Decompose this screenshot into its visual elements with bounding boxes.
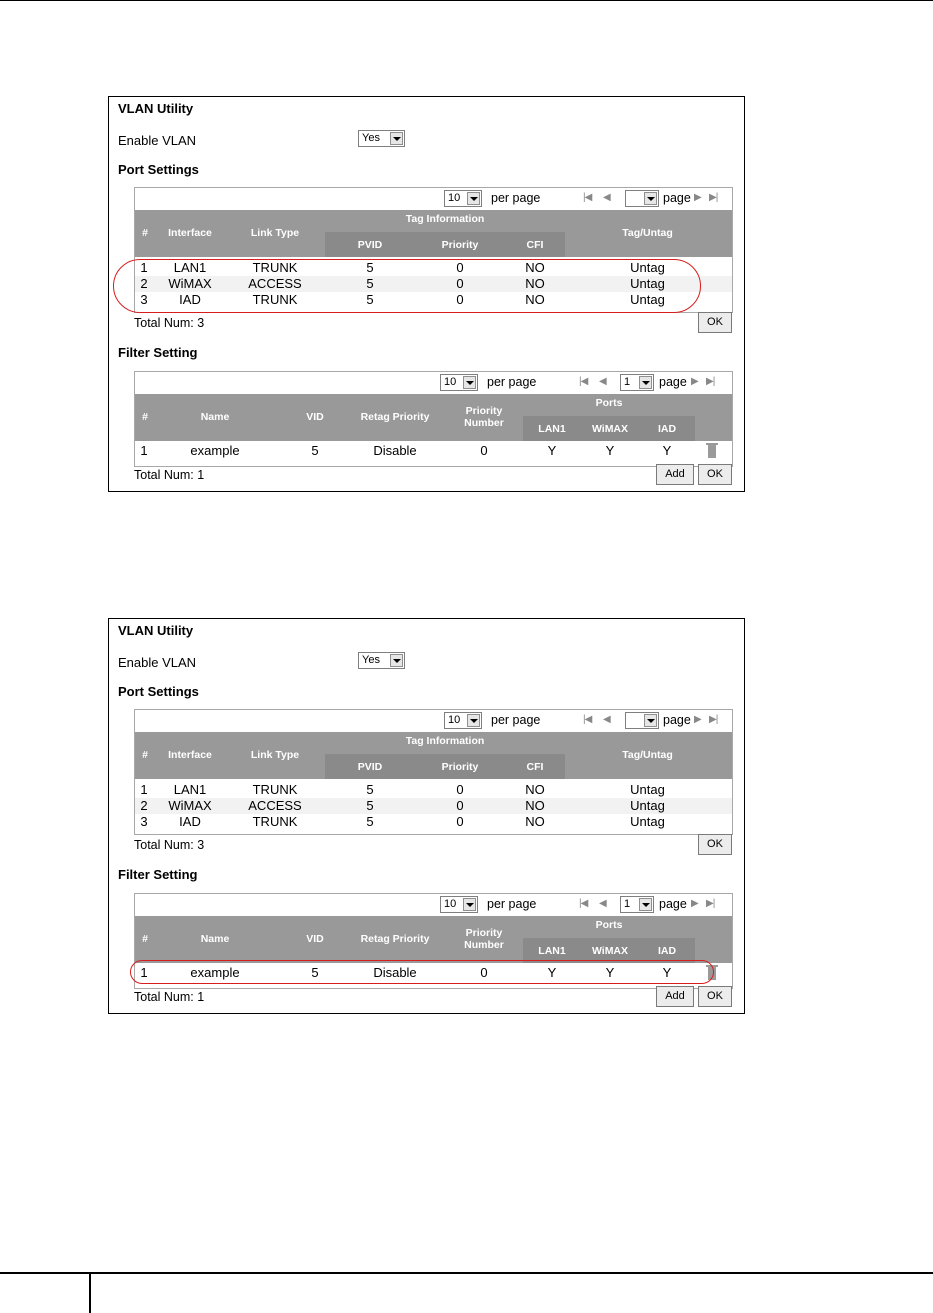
table-row [135,782,732,798]
cell-pvid: 5 [366,798,374,813]
dropdown-arrow-icon [463,898,476,911]
cell-interface: WiMAX [168,798,212,813]
next-page-icon[interactable]: ▶ [694,714,701,725]
cell-link-type: TRUNK [252,292,298,307]
col-interface: Interface [168,749,212,761]
col-name: Name [200,933,230,945]
page-label: page [659,375,687,389]
per-page-value: 10 [448,714,461,726]
cell-num: 1 [140,965,148,980]
cell-cfi: NO [525,276,545,291]
cell-tag: Untag [630,798,665,813]
port-table-header [135,732,732,779]
per-page-value: 10 [444,898,457,910]
cell-priority: 0 [456,276,464,291]
filter-setting-title: Filter Setting [118,345,198,360]
col-retag-priority: Retag Priority [360,933,430,945]
ok-button[interactable]: OK [698,834,732,855]
cell-prio: 0 [480,443,488,458]
cell-iad: Y [662,965,672,980]
first-page-icon[interactable]: |◀ [579,898,588,909]
filter-page-select[interactable] [620,896,654,913]
dropdown-arrow-icon [467,192,480,205]
cell-prio: 0 [480,965,488,980]
cell-interface: IAD [179,292,201,307]
cell-num: 3 [140,814,148,829]
first-page-icon[interactable]: |◀ [583,192,592,203]
col-num: # [142,749,148,761]
col-link-type: Link Type [250,749,300,761]
cell-vid: 5 [311,443,319,458]
cell-tag: Untag [630,782,665,797]
prev-page-icon[interactable]: ◀ [599,376,606,387]
filter-pager [135,894,732,916]
filter-pager [135,372,732,394]
cell-pvid: 5 [366,260,374,275]
cell-cfi: NO [525,814,545,829]
ok-button[interactable]: OK [698,986,732,1007]
cell-interface: LAN1 [173,260,207,275]
cell-lan1: Y [547,443,557,458]
page-label: page [659,897,687,911]
col-tag-untag: Tag/Untag [622,227,673,239]
last-page-icon[interactable]: ▶| [709,192,718,203]
col-cfi: CFI [526,239,544,251]
dropdown-arrow-icon [644,714,657,727]
cell-priority: 0 [456,292,464,307]
cell-num: 1 [140,443,148,458]
cell-wimax: Y [605,965,615,980]
enable-vlan-label: Enable VLAN [118,133,197,148]
cell-tag: Untag [630,292,665,307]
cell-pvid: 5 [366,276,374,291]
prev-page-icon[interactable]: ◀ [603,714,610,725]
dropdown-arrow-icon [639,898,652,911]
last-page-icon[interactable]: ▶| [709,714,718,725]
port-page-select[interactable] [625,712,659,729]
col-pvid: PVID [357,239,383,251]
cell-pvid: 5 [366,782,374,797]
total-num-label: Total Num: 1 [134,990,205,1004]
enable-vlan-label: Enable VLAN [118,655,197,670]
total-num-label: Total Num: 3 [134,838,205,852]
col-pvid: PVID [357,761,383,773]
first-page-icon[interactable]: |◀ [583,714,592,725]
next-page-icon[interactable]: ▶ [694,192,701,203]
first-page-icon[interactable]: |◀ [579,376,588,387]
per-page-value: 10 [444,376,457,388]
table-row [135,798,732,814]
port-pager [135,188,732,210]
filter-setting-table [134,371,733,467]
port-per-page-select[interactable] [444,190,482,207]
total-num-label: Total Num: 1 [134,468,205,482]
cell-priority: 0 [456,782,464,797]
filter-table-header [135,916,732,963]
col-interface: Interface [168,227,212,239]
col-ports: Ports [595,397,623,409]
cell-link-type: TRUNK [252,814,298,829]
col-tag-information: Tag Information [405,213,485,225]
cell-tag: Untag [630,276,665,291]
cell-cfi: NO [525,292,545,307]
next-page-icon[interactable]: ▶ [691,898,698,909]
page-label: page [663,191,691,205]
vlan-utility-screenshot-1 [108,96,745,492]
per-page-label: per page [487,375,537,389]
per-page-label: per page [491,713,541,727]
col-iad: IAD [657,423,677,435]
cell-pvid: 5 [366,814,374,829]
cell-priority: 0 [456,260,464,275]
cell-iad: Y [662,443,672,458]
add-button[interactable]: Add [656,986,694,1007]
dropdown-arrow-icon [463,376,476,389]
cell-retag: Disable [373,443,417,458]
col-priority: Priority [441,761,479,773]
filter-per-page-select[interactable] [440,896,478,913]
enable-vlan-value: Yes [362,654,380,666]
table-row [135,814,732,830]
cell-interface: WiMAX [168,276,212,291]
dropdown-arrow-icon [639,376,652,389]
col-num: # [142,411,148,423]
cell-wimax: Y [605,443,615,458]
prev-page-icon[interactable]: ◀ [603,192,610,203]
section-title: VLAN Utility [118,623,194,638]
col-link-type: Link Type [250,227,300,239]
last-page-icon[interactable]: ▶| [706,898,715,909]
port-per-page-select[interactable] [444,712,482,729]
cell-priority: 0 [456,814,464,829]
cell-num: 2 [140,276,148,291]
cell-link-type: ACCESS [248,276,302,291]
ok-button[interactable]: OK [698,464,732,485]
cell-priority: 0 [456,798,464,813]
filter-setting-title: Filter Setting [118,867,198,882]
col-tag-information: Tag Information [405,735,485,747]
cell-pvid: 5 [366,292,374,307]
col-name: Name [200,411,230,423]
cell-tag: Untag [630,814,665,829]
col-lan1: LAN1 [538,945,566,957]
col-num: # [142,227,148,239]
cell-link-type: TRUNK [252,260,298,275]
port-pager [135,710,732,732]
cell-name: example [190,443,240,458]
cell-tag: Untag [630,260,665,275]
cell-cfi: NO [525,260,545,275]
page-value: 1 [624,376,631,388]
per-page-label: per page [491,191,541,205]
trash-icon[interactable] [708,445,716,458]
cell-num: 1 [140,782,148,797]
port-settings-title: Port Settings [118,684,199,699]
cell-cfi: NO [525,782,545,797]
enable-vlan-value: Yes [362,132,380,144]
col-lan1: LAN1 [538,423,566,435]
page-number-box [0,1272,91,1313]
cell-retag: Disable [373,965,417,980]
total-num-label: Total Num: 3 [134,316,205,330]
filter-table-header [135,394,732,441]
enable-vlan-select[interactable] [358,652,405,669]
dropdown-arrow-icon [644,192,657,205]
prev-page-icon[interactable]: ◀ [599,898,606,909]
ok-button[interactable]: OK [698,312,732,333]
page-label: page [663,713,691,727]
col-num: # [142,933,148,945]
port-page-select[interactable] [625,190,659,207]
per-page-value: 10 [448,192,461,204]
per-page-label: per page [487,897,537,911]
highlight-ellipse [130,960,714,984]
col-wimax: WiMAX [591,945,629,957]
page-top-rule [0,0,933,1]
footer-rule [91,1272,933,1274]
cell-vid: 5 [311,965,319,980]
col-priority-number: Priority Number [464,405,504,429]
cell-link-type: ACCESS [248,798,302,813]
col-retag-priority: Retag Priority [360,411,430,423]
col-ports: Ports [595,919,623,931]
last-page-icon[interactable]: ▶| [706,376,715,387]
cell-lan1: Y [547,965,557,980]
col-vid: VID [306,933,324,945]
cell-interface: LAN1 [173,782,207,797]
cell-num: 3 [140,292,148,307]
dropdown-arrow-icon [390,654,403,667]
col-priority-number: Priority Number [464,927,504,951]
port-settings-title: Port Settings [118,162,199,177]
col-cfi: CFI [526,761,544,773]
add-button[interactable]: Add [656,464,694,485]
table-row [135,443,732,459]
cell-num: 1 [140,260,148,275]
dropdown-arrow-icon [467,714,480,727]
col-priority: Priority [441,239,479,251]
cell-num: 2 [140,798,148,813]
col-tag-untag: Tag/Untag [622,749,673,761]
cell-name: example [190,965,240,980]
port-table-header [135,210,732,257]
highlight-ellipse [113,259,701,313]
col-iad: IAD [657,945,677,957]
port-settings-table [134,709,733,835]
vlan-utility-screenshot-2 [108,618,745,1014]
enable-vlan-select[interactable] [358,130,405,147]
page-value: 1 [624,898,631,910]
cell-link-type: TRUNK [252,782,298,797]
cell-cfi: NO [525,798,545,813]
cell-interface: IAD [179,814,201,829]
col-wimax: WiMAX [591,423,629,435]
filter-per-page-select[interactable] [440,374,478,391]
col-vid: VID [306,411,324,423]
filter-page-select[interactable] [620,374,654,391]
section-title: VLAN Utility [118,101,194,116]
dropdown-arrow-icon [390,132,403,145]
next-page-icon[interactable]: ▶ [691,376,698,387]
